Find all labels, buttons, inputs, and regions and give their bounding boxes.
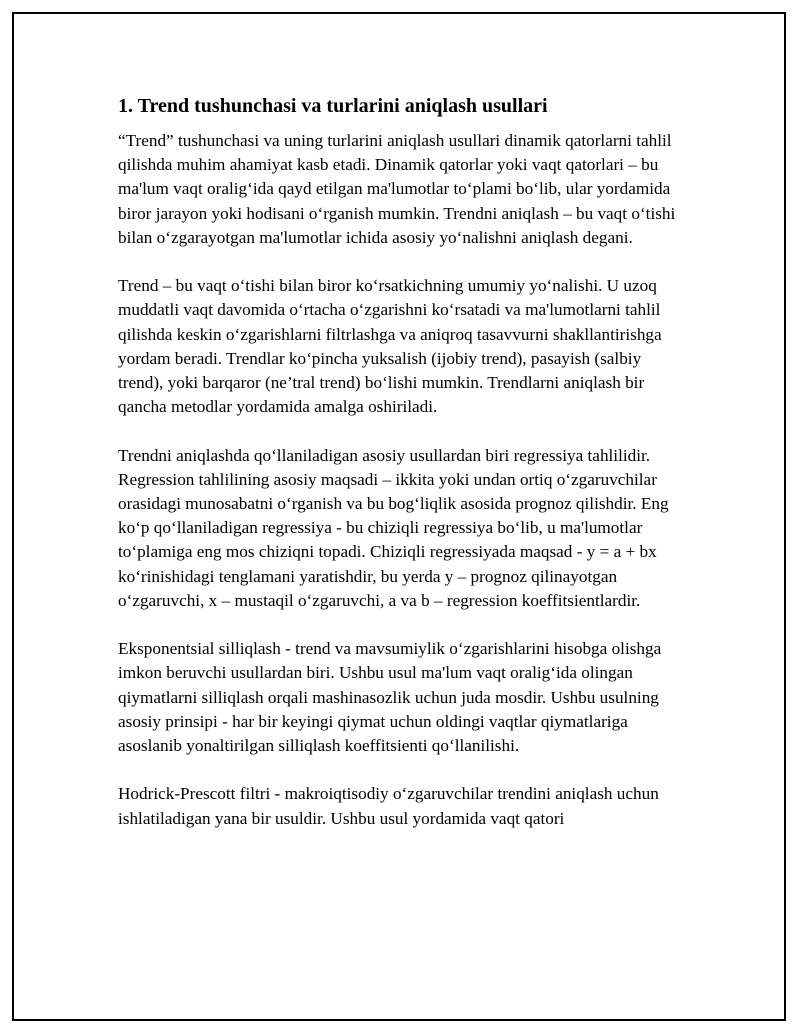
document-body [118, 93, 678, 855]
paragraph-trend-intro: “Trend” tushunchasi va uning turlarini aniqlash usullari dinamik qatorlarni tahlil qilishda muhim ahamiyat kasb etadi. Dinamik qatorlar yoki vaqt qatorlari – bu ma'lum vaqt oralig‘ida qayd etilgan ma'lumotlar to‘plami bo‘lib, ular yordamida biror jarayon yoki hodisani o‘rganish mumkin. Trendni aniqlash – bu vaqt o‘tishi bilan o‘zgarayotgan ma'lumotlar ichida asosiy yo‘nalishni aniqlash degani. [118, 131, 676, 247]
paragraph-trend-definition: Trend – bu vaqt o‘tishi bilan biror ko‘rsatkichning umumiy yo‘nalishi. U uzoq muddatli vaqt davomida o‘rtacha o‘zgarishni ko‘rsatadi va ma'lumotlarni tahlil qilishda keskin o‘zgarishlarni filtrlashga va aniqroq tasavvurni shakllantirishga yordam beradi. Trendlar ko‘pincha yuksalish (ijobiy trend), pasayish (salbiy trend), yoki barqaror (ne’tral trend) bo‘lishi mumkin. Trendlarni aniqlash bir qancha metodlar yordamida amalga oshiriladi. [118, 276, 662, 417]
paragraph-regression: Trendni aniqlashda qo‘llaniladigan asosiy usullardan biri regressiya tahlilidir. Regression tahlilining asosiy maqsadi – ikkita yoki undan ortiq o‘zgaruvchilar orasidagi munosabatni o‘rganish va bu bog‘liqlik asosida prognoz qilishdir. Eng ko‘p qo‘llaniladigan regressiya - bu chiziqli regressiya bo‘lib, u ma'lumotlar to‘plamiga eng mos chiziqni topadi. Chiziqli regressiyada maqsad - y = a + bx ko‘rinishidagi tenglamani yaratishdir, bu yerda y – prognoz qilinayotgan o‘zgaruvchi, x – mustaqil o‘zgaruvchi, a va b – regression koeffitsientlardir. [118, 445, 669, 610]
section-heading: 1. Trend tushunchasi va turlarini aniqlash usullari [118, 95, 548, 117]
paragraph-hodrick-prescott: Hodrick-Prescott filtri - makroiqtisodiy o‘zgaruvchilar trendini aniqlash uchun ishlatiladigan yana bir usuldir. Ushbu usul yordamida vaqt qatori [118, 784, 659, 828]
paragraph-exponential-smoothing: Eksponentsial silliqlash - trend va mavsumiylik o‘zgarishlarini hisobga olishga imkon beruvchi usullardan biri. Ushbu usul ma'lum vaqt oralig‘ida olingan qiymatlarni silliqlash orqali mashinasozlik uchun juda mosdir. Ushbu usulning asosiy prinsipi - har bir keyingi qiymat uchun oldingi vaqtlar qiymatlariga asoslanib yonaltirilgan silliqlash koeffitsienti qo‘llanilishi. [118, 639, 662, 756]
